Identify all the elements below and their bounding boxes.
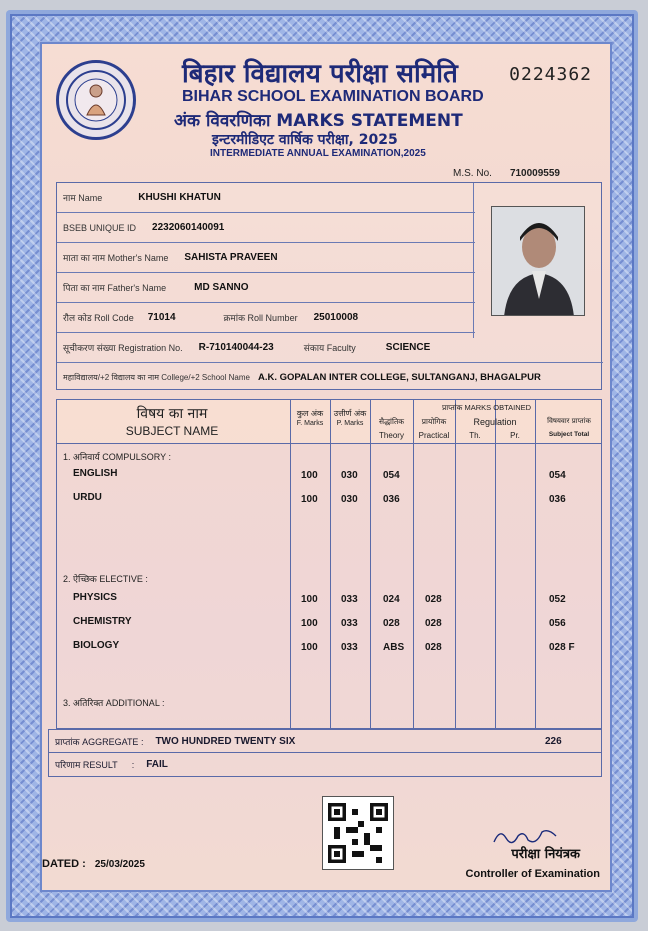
father-value: MD SANNO xyxy=(194,282,249,293)
pass-marks-value: 033 xyxy=(341,594,358,605)
full-marks-english: F. Marks xyxy=(296,420,324,427)
controller-title-english: Controller of Examination xyxy=(465,868,600,880)
theory-value: 024 xyxy=(383,594,400,605)
college-row xyxy=(57,363,603,391)
name-value: KHUSHI KHATUN xyxy=(138,192,221,203)
exam-title-english: INTERMEDIATE ANNUAL EXAMINATION,2025 xyxy=(210,148,426,159)
pass-marks-hindi: उत्तीर्ण अंक xyxy=(333,409,367,418)
regulation-theory: Th. xyxy=(469,431,481,440)
subject-name: CHEMISTRY xyxy=(73,616,132,627)
board-seal-icon xyxy=(56,60,136,140)
college-value: A.K. GOPALAN INTER COLLEGE, SULTANGANJ, BHAGALPUR xyxy=(257,371,541,383)
elective-section: 2. ऐच्छिक ELECTIVE : xyxy=(63,574,148,584)
result-colon: : xyxy=(131,759,135,770)
theory-english: Theory xyxy=(379,431,404,440)
photo-frame xyxy=(473,183,601,338)
certificate-body xyxy=(40,42,612,892)
aggregate-label: प्राप्तांक AGGREGATE : xyxy=(55,736,144,747)
ms-number-label: M.S. No. xyxy=(453,168,492,179)
practical-hindi: प्रायोगिक xyxy=(421,417,447,426)
theory-hindi: सैद्धांतिक xyxy=(379,417,404,426)
college-label: महाविद्यालय/+2 विद्यालय का नाम College/+2 School Name xyxy=(63,372,250,382)
full-marks-value: 100 xyxy=(301,618,318,629)
aggregate-value: 226 xyxy=(545,735,562,747)
practical-value: 028 xyxy=(425,594,442,605)
aggregate-row xyxy=(48,729,602,753)
subject-header-hindi: विषय का नाम xyxy=(136,406,208,422)
pass-marks-value: 033 xyxy=(341,618,358,629)
theory-value: 036 xyxy=(383,494,400,505)
theory-value: ABS xyxy=(383,642,405,653)
board-title-english: BIHAR SCHOOL EXAMINATION BOARD xyxy=(182,88,484,105)
dated-label: DATED : xyxy=(42,858,86,870)
board-title-hindi: बिहार विद्यालय परीक्षा समिति xyxy=(182,59,458,89)
uid-row xyxy=(57,213,475,243)
result-value: FAIL xyxy=(146,759,168,770)
student-photo xyxy=(491,206,585,316)
marks-obtained-header: प्राप्तांक MARKS OBTAINED xyxy=(441,403,532,412)
exam-title-hindi: इन्टरमीडिएट वार्षिक परीक्षा, 2025 xyxy=(212,132,398,148)
ms-number-value: 710009559 xyxy=(509,168,560,179)
regulation-practical: Pr. xyxy=(510,431,520,440)
name-row xyxy=(57,183,475,213)
subject-total-value: 052 xyxy=(549,594,566,605)
pass-marks-value: 030 xyxy=(341,494,358,505)
full-marks-value: 100 xyxy=(301,470,318,481)
aggregate-words: TWO HUNDRED TWENTY SIX xyxy=(155,735,296,747)
subject-total-english: Subject Total xyxy=(548,431,590,438)
theory-value: 054 xyxy=(383,470,400,481)
subject-name: URDU xyxy=(73,492,102,503)
student-info-box xyxy=(56,182,602,390)
uid-label: BSEB UNIQUE ID xyxy=(63,222,137,233)
faculty-label: संकाय Faculty xyxy=(303,343,356,353)
mother-label: माता का नाम Mother's Name xyxy=(63,253,169,263)
statement-title: अंक विवरणिका MARKS STATEMENT xyxy=(174,111,463,131)
registration-value: R-710140044-23 xyxy=(198,342,274,353)
subject-total-value: 054 xyxy=(549,470,566,481)
subject-total-value: 056 xyxy=(549,618,566,629)
qr-code-icon xyxy=(322,796,394,870)
roll-code-value: 71014 xyxy=(147,312,176,323)
pass-marks-value: 033 xyxy=(341,642,358,653)
issue-date xyxy=(42,858,145,870)
mother-value: SAHISTA PRAVEEN xyxy=(184,252,278,263)
practical-value: 028 xyxy=(425,642,442,653)
full-marks-value: 100 xyxy=(301,642,318,653)
father-row xyxy=(57,273,475,303)
pass-marks-value: 030 xyxy=(341,470,358,481)
result-row xyxy=(48,753,602,777)
roll-row xyxy=(57,303,475,333)
marks-statement-sheet xyxy=(6,10,638,922)
compulsory-section: 1. अनिवार्य COMPULSORY : xyxy=(63,452,171,462)
full-marks-value: 100 xyxy=(301,494,318,505)
subject-header-english: SUBJECT NAME xyxy=(125,424,219,438)
ms-number xyxy=(453,168,560,179)
additional-section: 3. अतिरिक्त ADDITIONAL : xyxy=(63,698,165,708)
subject-name: PHYSICS xyxy=(73,592,117,603)
registration-label: सूचीकरण संख्या Registration No. xyxy=(63,343,183,353)
result-label: परिणाम RESULT xyxy=(55,760,118,770)
practical-english: Practical xyxy=(418,431,450,440)
serial-number: 0224362 xyxy=(509,64,592,85)
roll-code-label: रौल कोड Roll Code xyxy=(63,313,134,323)
marks-table xyxy=(56,399,602,729)
faculty-value: SCIENCE xyxy=(385,342,431,353)
practical-value: 028 xyxy=(425,618,442,629)
roll-number-value: 25010008 xyxy=(313,312,359,323)
subject-name: BIOLOGY xyxy=(73,640,120,651)
subject-name: ENGLISH xyxy=(73,468,118,479)
subject-total-hindi: विषयवार प्राप्तांक xyxy=(547,417,591,425)
subject-total-value: 028 F xyxy=(549,642,575,653)
dated-value: 25/03/2025 xyxy=(94,859,145,870)
full-marks-value: 100 xyxy=(301,594,318,605)
uid-value: 2232060140091 xyxy=(152,222,225,233)
subject-total-value: 036 xyxy=(549,494,566,505)
mother-row xyxy=(57,243,475,273)
full-marks-hindi: कुल अंक xyxy=(296,409,324,418)
father-label: पिता का नाम Father's Name xyxy=(63,283,167,293)
pass-marks-english: P. Marks xyxy=(336,420,364,427)
regulation-header: Regulation xyxy=(473,417,517,427)
roll-number-label: क्रमांक Roll Number xyxy=(223,313,298,323)
theory-value: 028 xyxy=(383,618,400,629)
name-label: नाम Name xyxy=(63,193,103,203)
controller-title-hindi: परीक्षा नियंत्रक xyxy=(511,847,580,862)
